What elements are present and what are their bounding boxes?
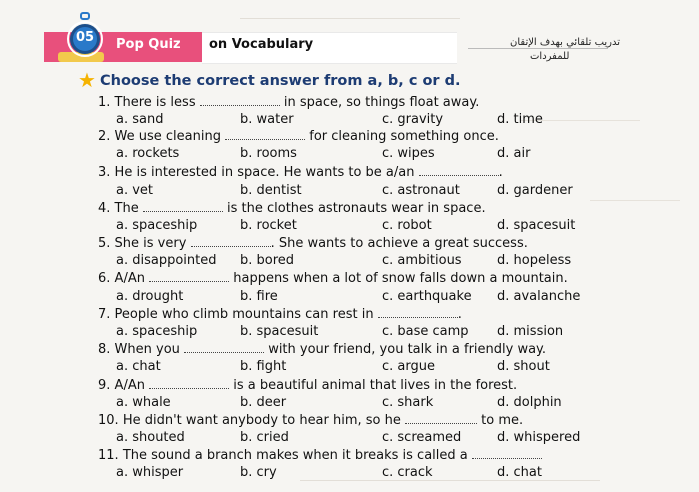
- answer-blank[interactable]: [143, 202, 223, 212]
- option-b[interactable]: b. water: [240, 112, 294, 127]
- option-a[interactable]: a. whisper: [116, 465, 184, 480]
- answer-blank[interactable]: [225, 130, 305, 140]
- bleed-through-mark: [590, 200, 680, 207]
- option-a[interactable]: a. disappointed: [116, 253, 217, 268]
- question-text-start: He didn't want anybody to hear him, so he: [122, 413, 401, 428]
- question-number: 3.: [98, 165, 111, 180]
- question-text-end: is a beautiful animal that lives in the forest.: [233, 378, 518, 393]
- option-d[interactable]: d. avalanche: [497, 289, 581, 304]
- option-c[interactable]: c. earthquake: [382, 289, 472, 304]
- answer-blank[interactable]: [378, 308, 458, 318]
- option-c[interactable]: c. crack: [382, 465, 433, 480]
- question-text-end: with your friend, you talk in a friendly way.: [268, 342, 547, 357]
- question-text-start: A/An: [114, 378, 145, 393]
- answer-blank[interactable]: [419, 166, 499, 176]
- option-d[interactable]: d. hopeless: [497, 253, 572, 268]
- option-a[interactable]: a. vet: [116, 183, 154, 198]
- option-d[interactable]: d. shout: [497, 359, 550, 374]
- instruction-text: Choose the correct answer from a, b, c or d.: [100, 73, 461, 89]
- question-8: [98, 342, 546, 357]
- question-text-start: When you: [114, 342, 180, 357]
- question-1: [98, 95, 479, 110]
- header-subtitle: on Vocabulary: [209, 37, 314, 52]
- question-text-start: She is very: [114, 236, 187, 251]
- option-b[interactable]: b. dentist: [240, 183, 302, 198]
- header-arabic-line2: للمفردات: [530, 51, 570, 62]
- question-4: [98, 201, 486, 216]
- question-number: 7.: [98, 307, 111, 322]
- option-a[interactable]: a. spaceship: [116, 218, 198, 233]
- option-c[interactable]: c. base camp: [382, 324, 469, 339]
- question-text-end: .: [498, 165, 503, 180]
- answer-blank[interactable]: [200, 96, 280, 106]
- option-c[interactable]: c. argue: [382, 359, 435, 374]
- option-d[interactable]: d. mission: [497, 324, 564, 339]
- answer-blank[interactable]: [472, 449, 542, 459]
- answer-blank[interactable]: [191, 237, 271, 247]
- question-10: [98, 413, 523, 428]
- option-c[interactable]: c. astronaut: [382, 183, 460, 198]
- option-d[interactable]: d. time: [497, 112, 543, 127]
- option-d[interactable]: d. chat: [497, 465, 542, 480]
- option-c[interactable]: c. gravity: [382, 112, 444, 127]
- question-number: 1.: [98, 95, 111, 110]
- option-a[interactable]: a. drought: [116, 289, 184, 304]
- header-arabic-line1: تدريب تلقائي بهدف الإتقان: [510, 37, 621, 48]
- option-b[interactable]: b. deer: [240, 395, 287, 410]
- question-6: [98, 271, 568, 286]
- question-text-start: We use cleaning: [114, 129, 221, 144]
- option-c[interactable]: c. ambitious: [382, 253, 462, 268]
- option-b[interactable]: b. rooms: [240, 146, 297, 161]
- star-icon: ★: [78, 68, 96, 92]
- answer-blank[interactable]: [149, 272, 229, 282]
- question-text-end: .: [457, 307, 462, 322]
- question-text-start: The: [114, 201, 139, 216]
- option-b[interactable]: b. fight: [240, 359, 287, 374]
- question-text-end: . She wants to achieve a great success.: [270, 236, 528, 251]
- question-text-end: to me.: [481, 413, 524, 428]
- question-9: [98, 378, 517, 393]
- stopwatch-knob-icon: [80, 12, 90, 20]
- question-number: 5.: [98, 236, 111, 251]
- option-b[interactable]: b. spacesuit: [240, 324, 319, 339]
- option-a[interactable]: a. rockets: [116, 146, 180, 161]
- question-2: [98, 129, 499, 144]
- option-b[interactable]: b. cry: [240, 465, 277, 480]
- option-d[interactable]: d. dolphin: [497, 395, 562, 410]
- answer-blank[interactable]: [405, 414, 477, 424]
- question-text-start: There is less: [114, 95, 196, 110]
- option-c[interactable]: c. robot: [382, 218, 432, 233]
- question-number: 2.: [98, 129, 111, 144]
- question-number: 6.: [98, 271, 111, 286]
- option-d[interactable]: d. air: [497, 146, 531, 161]
- answer-blank[interactable]: [149, 379, 229, 389]
- question-text-end: in space, so things float away.: [283, 95, 480, 110]
- option-d[interactable]: d. whispered: [497, 430, 581, 445]
- answer-blank[interactable]: [184, 343, 264, 353]
- question-text-end: for cleaning something once.: [309, 129, 499, 144]
- question-number: 4.: [98, 201, 111, 216]
- question-text-start: A/An: [114, 271, 145, 286]
- header-title: Pop Quiz: [116, 37, 181, 52]
- option-a[interactable]: a. whale: [116, 395, 171, 410]
- bleed-through-mark: [300, 480, 600, 487]
- option-b[interactable]: b. fire: [240, 289, 278, 304]
- bleed-through-mark: [240, 18, 460, 25]
- question-text-start: He is interested in space. He wants to be a/an: [114, 165, 415, 180]
- option-a[interactable]: a. sand: [116, 112, 164, 127]
- option-c[interactable]: c. shark: [382, 395, 434, 410]
- question-text-end: happens when a lot of snow falls down a mountain.: [233, 271, 568, 286]
- option-b[interactable]: b. cried: [240, 430, 289, 445]
- question-number: 9.: [98, 378, 111, 393]
- badge-number: 05: [75, 30, 95, 45]
- question-number: 11.: [98, 448, 119, 463]
- question-7: [98, 307, 462, 322]
- option-c[interactable]: c. wipes: [382, 146, 435, 161]
- question-3: [98, 165, 503, 180]
- option-b[interactable]: b. rocket: [240, 218, 297, 233]
- question-11: [98, 448, 542, 463]
- option-d[interactable]: d. spacesuit: [497, 218, 576, 233]
- question-number: 8.: [98, 342, 111, 357]
- option-a[interactable]: a. chat: [116, 359, 161, 374]
- question-number: 10.: [98, 413, 119, 428]
- option-d[interactable]: d. gardener: [497, 183, 573, 198]
- question-5: [98, 236, 528, 251]
- question-text-start: People who climb mountains can rest in: [114, 307, 374, 322]
- option-a[interactable]: a. spaceship: [116, 324, 198, 339]
- header-divider: [468, 48, 608, 49]
- option-a[interactable]: a. shouted: [116, 430, 185, 445]
- question-text-end: is the clothes astronauts wear in space.: [227, 201, 486, 216]
- option-b[interactable]: b. bored: [240, 253, 295, 268]
- option-c[interactable]: c. screamed: [382, 430, 462, 445]
- question-text-start: The sound a branch makes when it breaks is called a: [122, 448, 468, 463]
